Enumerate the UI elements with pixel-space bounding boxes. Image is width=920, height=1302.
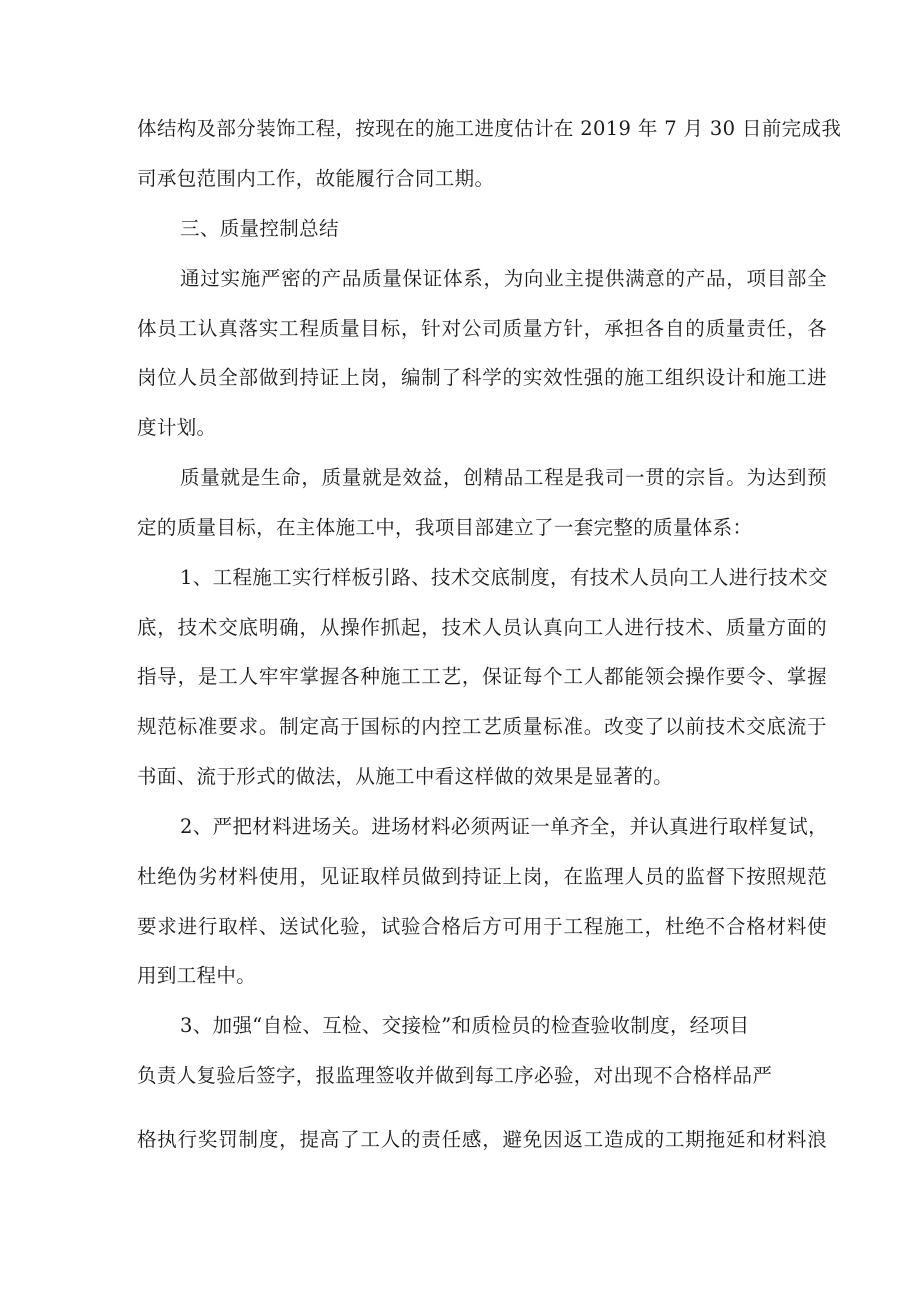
body-line: 杜绝伪劣材料使用，见证取样员做到持证上岗，在监理人员的监督下按照规范: [137, 865, 827, 888]
section-heading: 三、质量控制总结: [180, 217, 339, 240]
body-line: 定的质量目标，在主体施工中，我项目部建立了一套完整的质量体系：: [137, 516, 753, 539]
body-line: 1、工程施工实行样板引路、技术交底制度，有技术人员向工人进行技术交: [180, 566, 828, 589]
body-line: 体员工认真落实工程质量目标，针对公司质量方针，承担各自的质量责任，各: [137, 317, 827, 340]
body-line: 度计划。: [137, 416, 217, 439]
body-line: 底，技术交底明确，从操作抓起，技术人员认真向工人进行技术、质量方面的: [137, 616, 827, 639]
body-line: 用到工程中。: [137, 964, 257, 987]
body-line: 3、加强“自检、互检、交接检”和质检员的检查验收制度，经项目: [180, 1014, 750, 1037]
body-line: 岗位人员全部做到持证上岗，编制了科学的实效性强的施工组织设计和施工进: [137, 366, 827, 389]
body-line: 指导，是工人牢牢掌握各种施工工艺，保证每个工人都能领会操作要令、掌握: [137, 665, 827, 688]
body-line: 格执行奖罚制度，提高了工人的责任感，避免因返工造成的工期拖延和材料浪: [137, 1128, 827, 1151]
body-line: 书面、流于形式的做法，从施工中看这样做的效果是显著的。: [137, 765, 673, 788]
body-line: 负责人复验后签字，报监理签收并做到每工序必验，对出现不合格样品严: [137, 1064, 773, 1087]
body-line: 体结构及部分装饰工程，按现在的施工进度估计在 2019 年 7 月 30 日前完成我: [137, 117, 842, 140]
body-line: 质量就是生命，质量就是效益，创精品工程是我司一贯的宗旨。为达到预: [180, 466, 827, 489]
body-line: 要求进行取样、送试化验，试验合格后方可用于工程施工，杜绝不合格材料使: [137, 915, 827, 938]
body-line: 规范标准要求。制定高于国标的内控工艺质量标准。改变了以前技术交底流于: [137, 715, 827, 738]
body-line: 2、严把材料进场关。进场材料必须两证一单齐全，并认真进行取样复试，: [180, 815, 828, 838]
body-line: 通过实施严密的产品质量保证体系，为向业主提供满意的产品，项目部全: [180, 267, 827, 290]
body-line: 司承包范围内工作，故能履行合同工期。: [137, 167, 495, 190]
